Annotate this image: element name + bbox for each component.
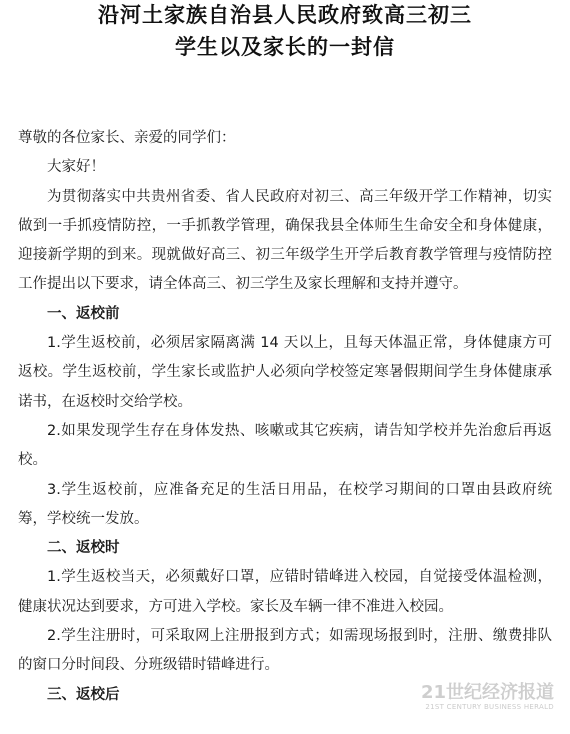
- watermark-main-text: 21世纪经济报道: [420, 682, 554, 703]
- section-2-item-2: 2.学生注册时，可采取网上注册报到方式；如需现场报到时，注册、缴费排队的窗口分时间段、分班级错时错峰进行。: [18, 628, 552, 674]
- section-1-item-3: 3.学生返校前，应准备充足的生活日用品，在校学习期间的口罩由县政府统筹，学校统一发放。: [18, 481, 552, 527]
- section-heading-after-return: 三、返校后: [47, 686, 120, 703]
- section-1-item-1: 1.学生返校前，必须居家隔离满 14 天以上，且每天体温正常，身体健康方可返校。学生返校前，学生家长或监护人必须向学校签定寒暑假期间学生身体健康承诺书，在返校时交给学校。: [18, 335, 552, 410]
- greeting: 大家好！: [47, 159, 105, 176]
- letter-title-line-1: 沿河土家族自治县人民政府致高三初三: [98, 2, 472, 27]
- watermark-sub-text: 21ST CENTURY BUSINESS HERALD: [425, 703, 554, 711]
- salutation: 尊敬的各位家长、亲爱的同学们：: [18, 130, 236, 146]
- letter-title-line-2: 学生以及家长的一封信: [175, 34, 395, 59]
- section-heading-on-return: 二、返校时: [47, 540, 120, 557]
- section-heading-before-return: 一、返校前: [47, 305, 120, 322]
- letter-body: [18, 124, 552, 710]
- section-2-item-1: 1.学生返校当天，必须戴好口罩，应错时错峰进入校园，自觉接受体温检测，健康状况达到要求，方可进入学校。家长及车辆一律不准进入校园。: [18, 569, 552, 615]
- intro-paragraph: 为贯彻落实中共贵州省委、省人民政府对初三、高三年级开学工作精神，切实做到一手抓疫情防控，一手抓教学管理，确保我县全体师生生命安全和身体健康，迎接新学期的到来。现就做好高三、初三年级学生开学后教育教学管理与疫情防控工作提出以下要求，请全体高三、初三学生及家长理解和支持并遵守。: [18, 188, 552, 293]
- section-1-item-2: 2.如果发现学生存在身体发热、咳嗽或其它疾病，请告知学校并先治愈后再返校。: [18, 422, 552, 469]
